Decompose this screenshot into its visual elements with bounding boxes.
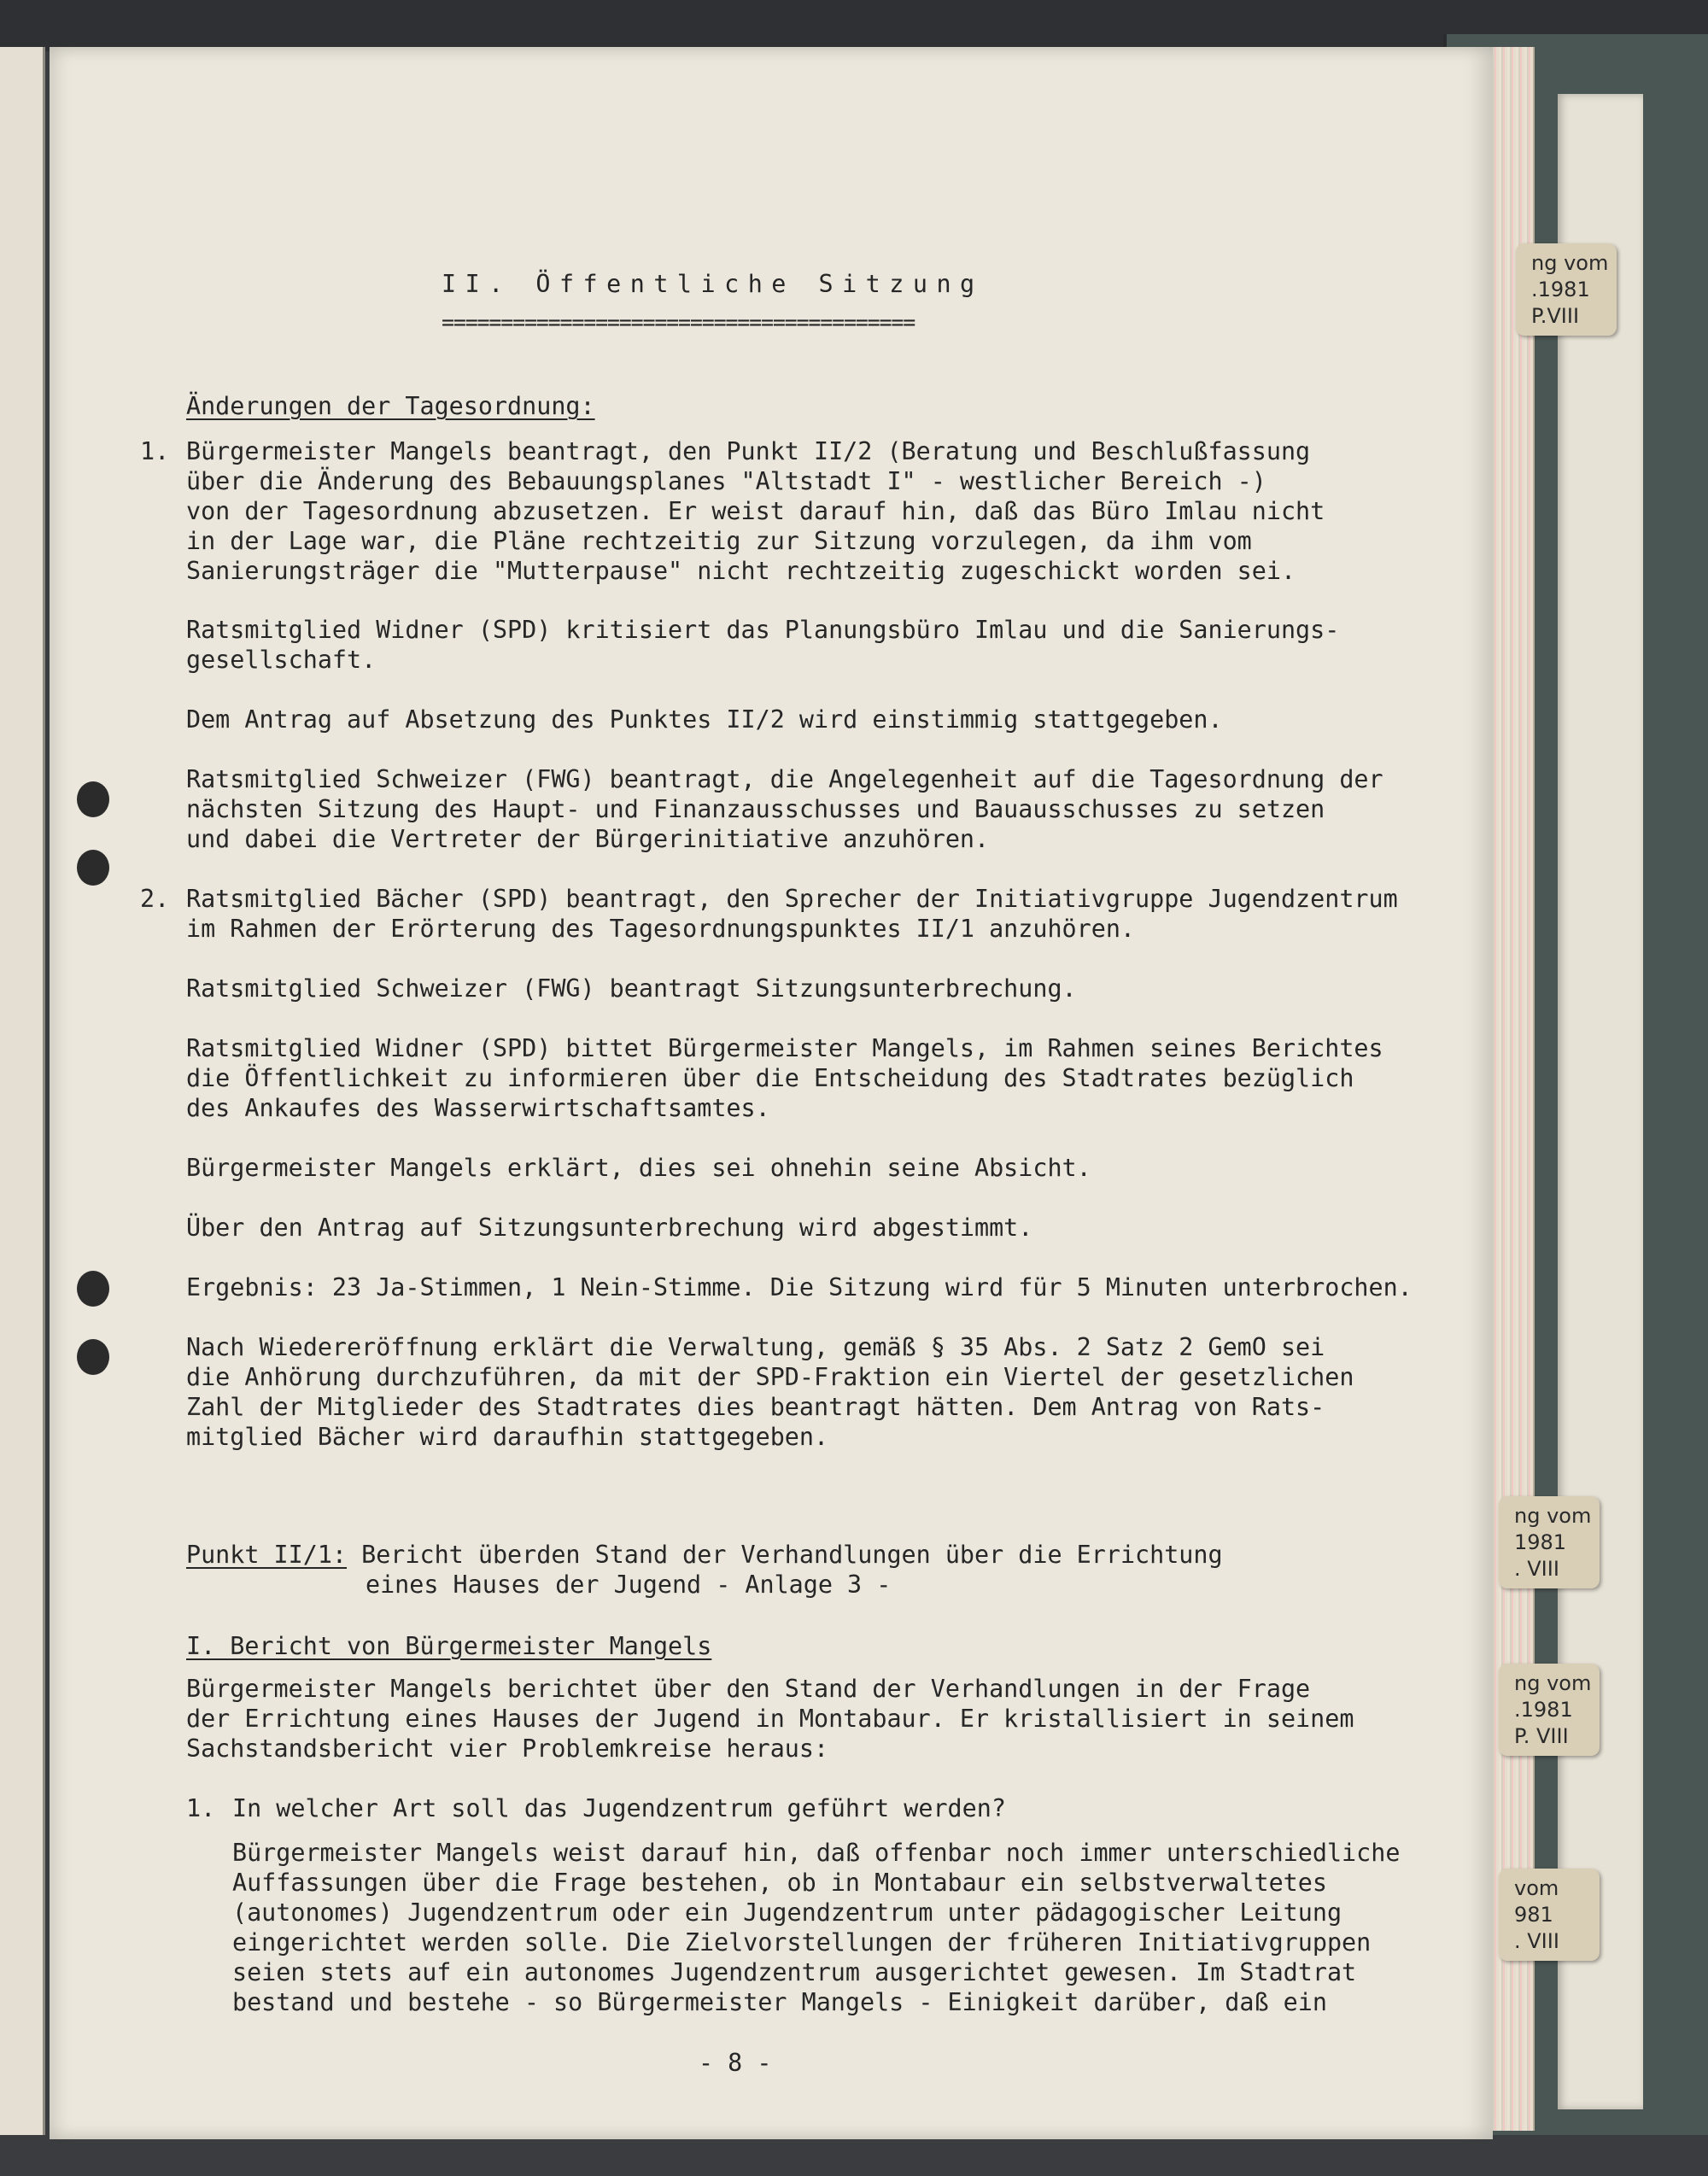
tab-line: 1981: [1514, 1530, 1567, 1554]
register-tab: [1499, 1869, 1600, 1961]
paragraph-line: Dem Antrag auf Absetzung des Punktes II/2 wird einstimmig stattgegeben.: [186, 705, 1223, 734]
agenda-item-number: Punkt II/1:: [186, 1541, 348, 1569]
tab-line: .1981: [1514, 1698, 1573, 1722]
item-1-line: Bürgermeister Mangels beantragt, den Punkt II/2 (Beratung und Beschlußfassung: [186, 437, 1311, 465]
item-2-line: Ratsmitglied Bächer (SPD) beantragt, den Sprecher der Initiativgruppe Jugendzentrum: [186, 885, 1398, 913]
register-tab: [1499, 1664, 1600, 1756]
report-heading: I. Bericht von Bürgermeister Mangels: [186, 1632, 712, 1660]
paragraph-line: Ratsmitglied Schweizer (FWG) beantragt, die Angelegenheit auf die Tagesordnung der: [186, 765, 1383, 793]
tab-line: P.VIII: [1531, 304, 1580, 328]
tab-line: ng vom: [1514, 1504, 1592, 1528]
paragraph-line: die Öffentlichkeit zu informieren über die Entscheidung des Stadtrates bezüglich: [186, 1064, 1354, 1092]
document-page: [50, 47, 1493, 2139]
next-page-visible: [1558, 94, 1643, 2109]
heading-double-rule: ========================================: [442, 310, 915, 335]
paragraph-line: der Errichtung eines Hauses der Jugend in Montabaur. Er kristallisiert in seinem: [186, 1705, 1354, 1733]
paragraph-line: (autonomes) Jugendzentrum oder ein Jugendzentrum unter pädagogischer Leitung: [232, 1898, 1342, 1927]
tab-line: ng vom: [1514, 1671, 1592, 1695]
paragraph-line: und dabei die Vertreter der Bürgerinitiative anzuhören.: [186, 825, 990, 853]
item-1-number: 1.: [140, 437, 170, 465]
tab-line: ng vom: [1531, 251, 1609, 275]
question-1: In welcher Art soll das Jugendzentrum geführt werden?: [232, 1794, 1006, 1822]
paragraph-line: bestand und bestehe - so Bürgermeister Mangels - Einigkeit darüber, daß ein: [232, 1988, 1327, 2016]
paragraph-line: Bürgermeister Mangels weist darauf hin, daß offenbar noch immer unterschiedliche: [232, 1839, 1401, 1867]
item-1-line: von der Tagesordnung abzusetzen. Er weist darauf hin, daß das Büro Imlau nicht: [186, 497, 1325, 525]
paragraph-line: Über den Antrag auf Sitzungsunterbrechung wird abgestimmt.: [186, 1214, 1033, 1242]
item-1-line: in der Lage war, die Pläne rechtzeitig zur Sitzung vorzulegen, da ihm vom: [186, 527, 1252, 555]
agenda-item-title-cont: eines Hauses der Jugend - Anlage 3 -: [366, 1571, 892, 1599]
left-page-edge: [0, 47, 45, 2135]
register-tab: [1499, 1496, 1600, 1588]
item-1-line: über die Änderung des Bebauungsplanes "Altstadt I" - westlicher Bereich -): [186, 467, 1266, 495]
page-number: - 8 -: [699, 2049, 772, 2077]
paragraph-line: Ratsmitglied Widner (SPD) bittet Bürgermeister Mangels, im Rahmen seines Berichtes: [186, 1034, 1383, 1062]
paragraph-line: eingerichtet werden solle. Die Zielvorstellungen der früheren Initiativgruppen: [232, 1928, 1372, 1957]
paragraph-line: Ratsmitglied Widner (SPD) kritisiert das Planungsbüro Imlau und die Sanierungs-: [186, 616, 1340, 644]
paragraph-line: Zahl der Mitglieder des Stadtrates dies beantragt hätten. Dem Antrag von Rats-: [186, 1393, 1325, 1421]
paragraph-line: Nach Wiedereröffnung erklärt die Verwaltung, gemäß § 35 Abs. 2 Satz 2 GemO sei: [186, 1333, 1325, 1361]
paragraph-line: Bürgermeister Mangels berichtet über den Stand der Verhandlungen in der Frage: [186, 1675, 1311, 1703]
tab-line: .1981: [1531, 278, 1590, 301]
punch-hole: [77, 1271, 109, 1307]
paragraph-line: seien stets auf ein autonomes Jugendzentrum ausgerichtet gewesen. Im Stadtrat: [232, 1958, 1357, 1986]
paragraph-line: Bürgermeister Mangels erklärt, dies sei ohnehin seine Absicht.: [186, 1154, 1091, 1182]
paragraph-line: Sachstandsbericht vier Problemkreise heraus:: [186, 1734, 829, 1763]
paragraph-line: gesellschaft.: [186, 646, 377, 674]
paragraph-line: Ratsmitglied Schweizer (FWG) beantragt Sitzungsunterbrechung.: [186, 974, 1077, 1003]
tab-line: . VIII: [1514, 1929, 1559, 1953]
punch-hole: [77, 781, 109, 817]
agenda-item-title: Bericht überden Stand der Verhandlungen über die Errichtung: [347, 1541, 1223, 1569]
paragraph-line: mitglied Bächer wird daraufhin stattgegeben.: [186, 1423, 829, 1451]
paragraph-line: Ergebnis: 23 Ja-Stimmen, 1 Nein-Stimme. Die Sitzung wird für 5 Minuten unterbrochen.: [186, 1273, 1413, 1302]
tab-line: 981: [1514, 1903, 1553, 1927]
paragraph-line: Auffassungen über die Frage bestehen, ob in Montabaur ein selbstverwaltetes: [232, 1869, 1327, 1897]
section-heading: II. Öffentliche Sitzung: [442, 270, 984, 298]
paragraph-line: nächsten Sitzung des Haupt- und Finanzausschusses und Bauausschusses zu setzen: [186, 795, 1325, 823]
item-2-line: im Rahmen der Erörterung des Tagesordnungspunktes II/1 anzuhören.: [186, 915, 1136, 943]
punch-hole: [77, 850, 109, 886]
changes-heading: Änderungen der Tagesordnung:: [186, 392, 595, 420]
paragraph-line: die Anhörung durchzuführen, da mit der SPD-Fraktion ein Viertel der gesetzlichen: [186, 1363, 1354, 1391]
item-1-line: Sanierungsträger die "Mutterpause" nicht rechtzeitig zugeschickt worden sei.: [186, 557, 1296, 585]
register-tab: [1516, 243, 1617, 336]
question-1-number: 1.: [186, 1794, 216, 1822]
agenda-item-label: [186, 1540, 1223, 1570]
item-2-number: 2.: [140, 885, 170, 913]
punch-hole: [77, 1339, 109, 1375]
tab-line: vom: [1514, 1876, 1559, 1900]
paragraph-line: des Ankaufes des Wasserwirtschaftsamtes.: [186, 1094, 770, 1122]
tab-line: . VIII: [1514, 1557, 1559, 1581]
tab-line: P. VIII: [1514, 1724, 1569, 1748]
